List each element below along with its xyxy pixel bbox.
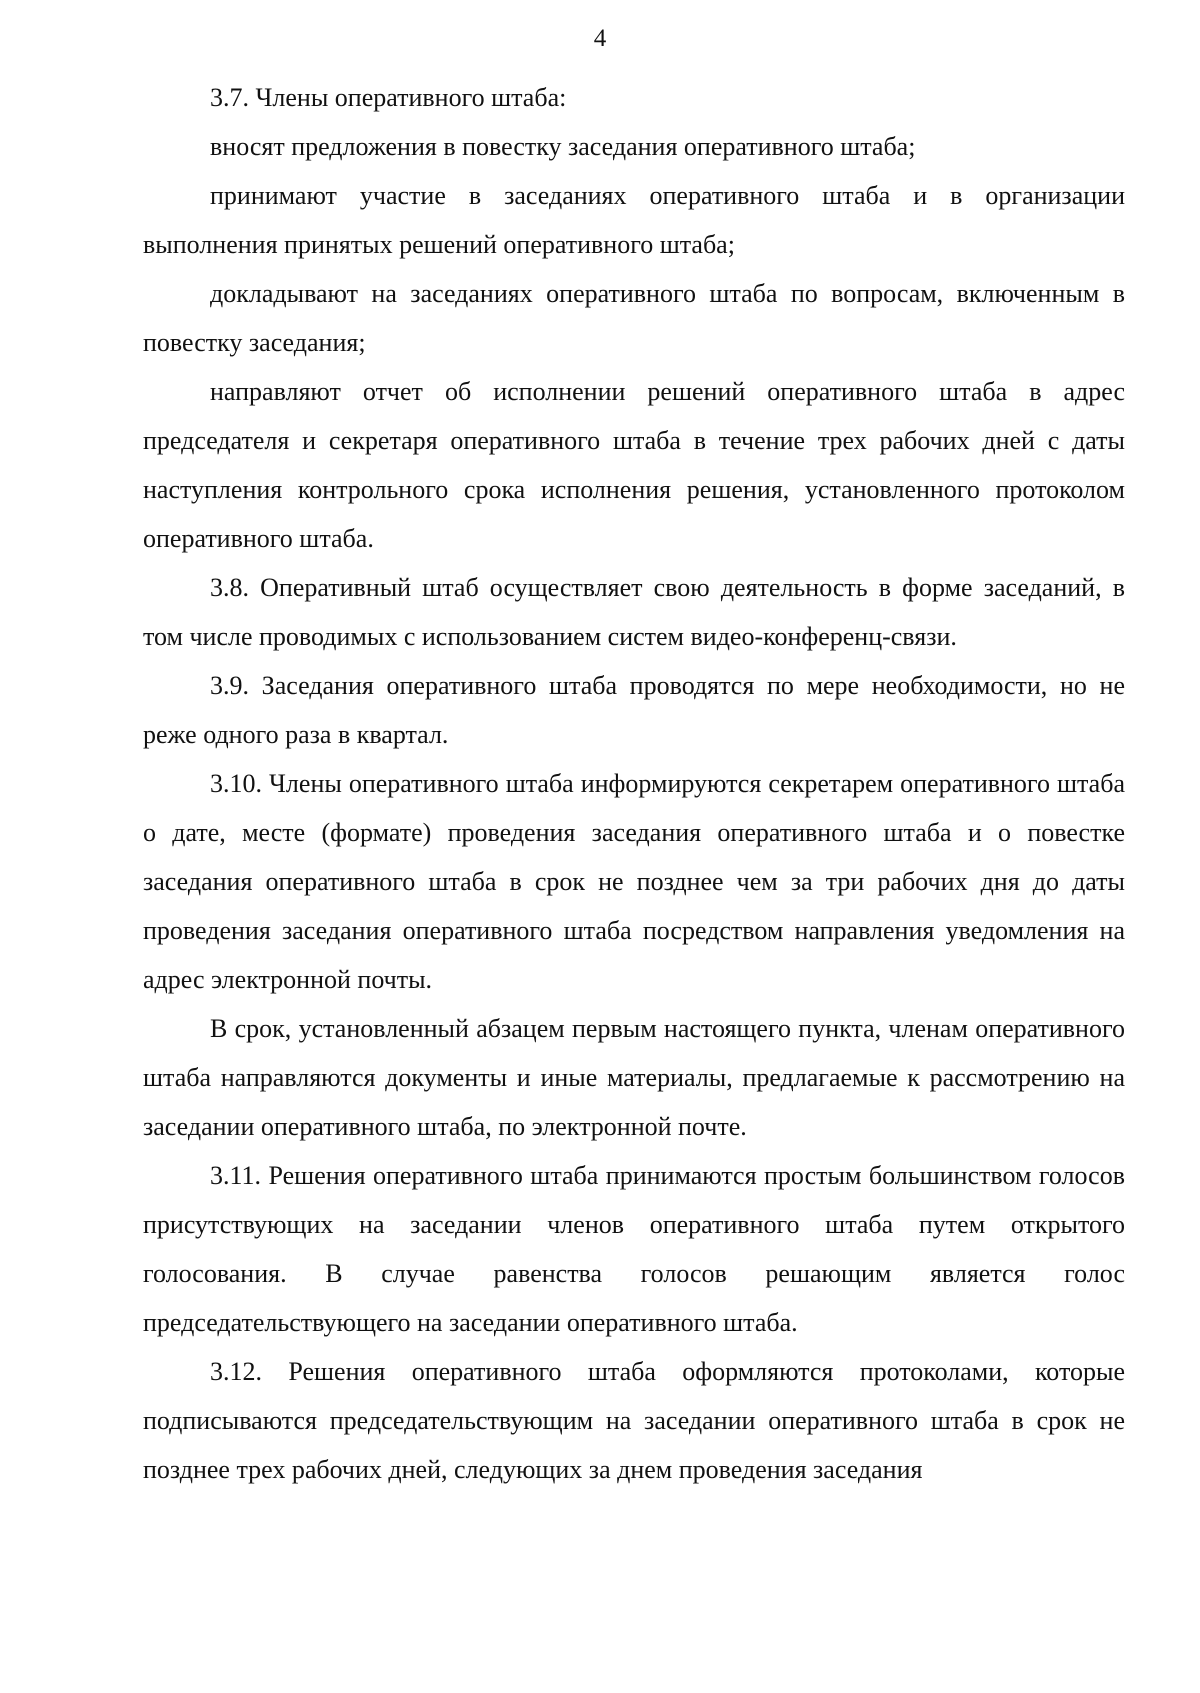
paragraph-3-11: 3.11. Решения оперативного штаба принимаются простым большинством голосов присутствующих на заседании членов оперативного штаба путем открытого голосования. В случае равенства голосов решающим является голос председательствующего на заседании оперативного штаба.: [143, 1161, 1125, 1337]
paragraph-3-7-heading: 3.7. Члены оперативного штаба:: [210, 83, 567, 112]
paragraph-3-12: 3.12. Решения оперативного штаба оформляются протоколами, которые подписываются председательствующим на заседании оперативного штаба в срок не позднее трех рабочих дней, следующих за днем проведения заседания: [143, 1357, 1125, 1484]
document-body: [143, 73, 1125, 1494]
paragraph-3-7-item-proposals: вносят предложения в повестку заседания оперативного штаба;: [210, 132, 916, 161]
paragraph-3-10: 3.10. Члены оперативного штаба информируются секретарем оперативного штаба о дате, месте (формате) проведения заседания оперативного штаба и о повестке заседания оперативного штаба в срок не позднее чем за три рабочих дня до даты проведения заседания оперативного штаба посредством направления уведомления на адрес электронной почты.: [143, 769, 1125, 994]
paragraph-3-7-item-reports: докладывают на заседаниях оперативного штаба по вопросам, включенным в повестку заседания;: [143, 279, 1125, 357]
paragraph-3-9: 3.9. Заседания оперативного штаба проводятся по мере необходимости, но не реже одного раза в квартал.: [143, 671, 1125, 749]
paragraph-3-7-item-execution-report: направляют отчет об исполнении решений оперативного штаба в адрес председателя и секретаря оперативного штаба в течение трех рабочих дней с даты наступления контрольного срока исполнения решения, установленного протоколом оперативного штаба.: [143, 377, 1125, 553]
paragraph-3-10-materials: В срок, установленный абзацем первым настоящего пункта, членам оперативного штаба направляются документы и иные материалы, предлагаемые к рассмотрению на заседании оперативного штаба, по электронной почте.: [143, 1014, 1125, 1141]
page-number: 4: [593, 25, 607, 52]
paragraph-3-7-item-participation: принимают участие в заседаниях оперативного штаба и в организации выполнения принятых решений оперативного штаба;: [143, 181, 1125, 259]
paragraph-3-8: 3.8. Оперативный штаб осуществляет свою деятельность в форме заседаний, в том числе проводимых с использованием систем видео-конференц-связи.: [143, 573, 1125, 651]
